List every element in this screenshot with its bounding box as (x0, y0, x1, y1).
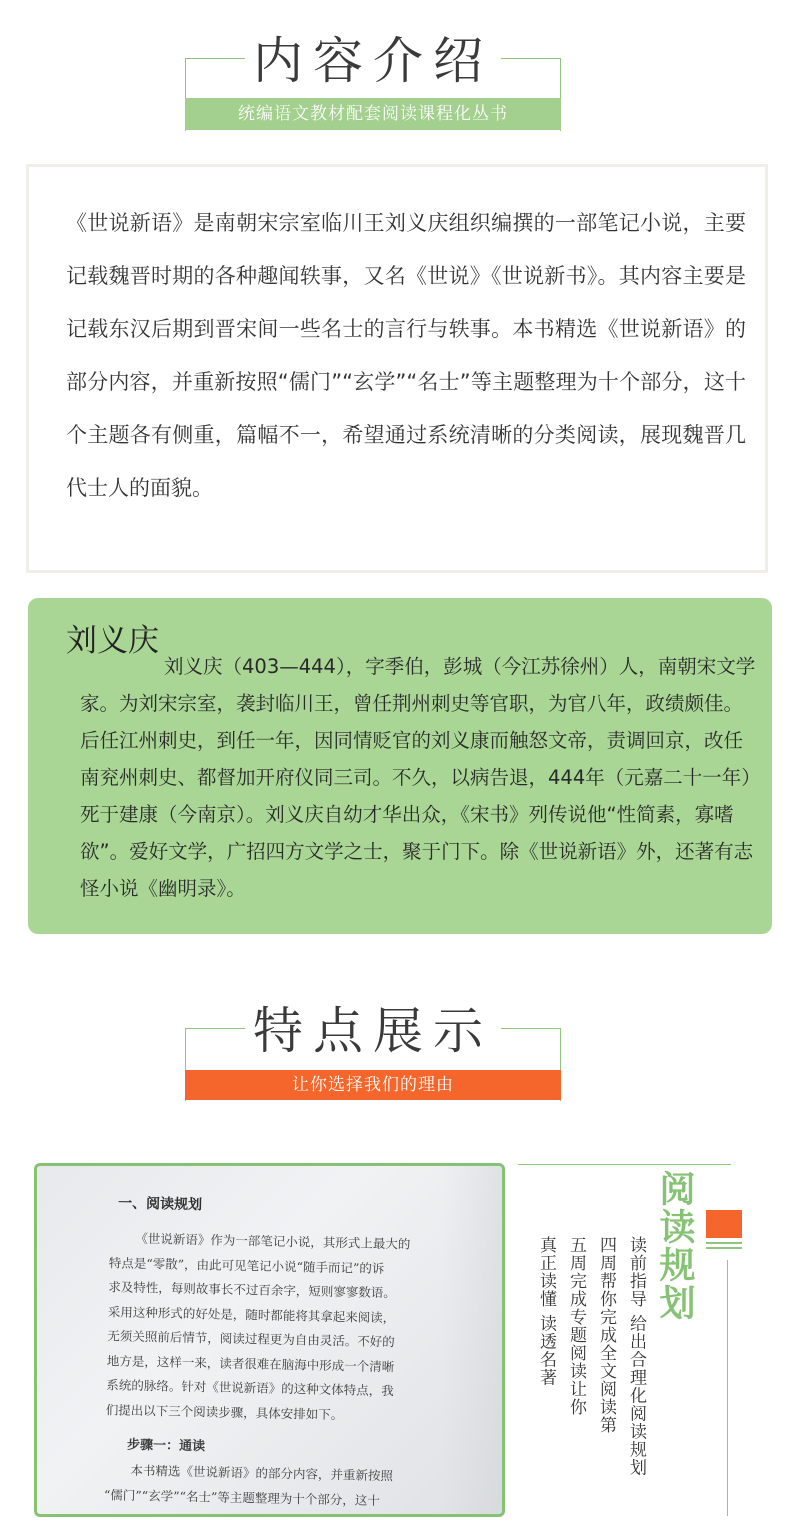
book-page-line: 特点是“零散”，由此可见笔记小说“随手而记”的诉 (108, 1254, 385, 1276)
book-page-line: “儒门”“玄学”“名士”等主题整理为十个部分，这十 (103, 1486, 380, 1508)
book-page-photo (34, 1163, 505, 1517)
book-page-line: 本书精选《世说新语》的部分内容，并重新按照 (130, 1462, 394, 1484)
intro-paragraph: 《世说新语》是南朝宋宗室临川王刘义庆组织编撰的一部笔记小说，主要记载魏晋时期的各种趣闻轶事，又名《世说》《世说新书》。其内容主要是记载东汉后期到晋宋间一些名士的言行与轶事。本书精选《世说新语》的部分内容，并重新按照“儒门”“玄学”“名士”等主题整理为十个部分，这十个主题各有侧重，篇幅不一，希望通过系统清晰的分类阅读，展现魏晋几代士人的面貌。 (66, 211, 746, 500)
author-name: 刘义庆 (66, 623, 159, 659)
page-shadow (442, 1166, 502, 1514)
divider-line (518, 1164, 731, 1165)
book-page-line: 系统的脉络。针对《世说新语》的这种文体特点，我 (106, 1377, 394, 1399)
features-section-title: 特点展示 (245, 996, 501, 1066)
book-page-line: 求及特性，每则故事长不过百余字，短则寥寥数语。 (108, 1279, 396, 1301)
accent-line (706, 1247, 742, 1249)
divider-line (727, 1260, 728, 1516)
accent-line (706, 1242, 742, 1244)
feature-column-3: 五周完成专题阅读让你 (566, 1236, 586, 1416)
book-page-line: 《世说新语》作为一部笔记小说，其形式上最大的 (135, 1230, 411, 1252)
book-page-line: 无须关照前后情节，阅读过程更为自由灵活。不好的 (107, 1328, 395, 1350)
feature-column-2: 四周帮你完成全文阅读第 (596, 1236, 616, 1434)
book-page-text (104, 1192, 471, 1514)
book-page-line: 地方是，这样一来，读者很难在脑海中形成一个清晰 (106, 1352, 395, 1374)
book-page-heading: 一、阅读规划 (117, 1195, 203, 1214)
feature-column-1: 读前指导 给出合理化阅读规划 (626, 1236, 646, 1477)
intro-section-subtitle: 统编语文教材配套阅读课程化丛书 (185, 98, 561, 130)
intro-section-title: 内容介绍 (245, 26, 501, 96)
book-page-line: 采用这种形式的好处是，随时都能将其拿起来阅读， (107, 1303, 396, 1325)
author-box (28, 598, 772, 934)
book-page-line: 们提出以下三个阅读步骤，具体安排如下。 (105, 1401, 344, 1422)
feature-title: 阅读规划 (654, 1170, 695, 1322)
book-page-step-heading: 步骤一：通读 (126, 1437, 206, 1455)
feature-column-4: 真正读懂 读透名著 (536, 1236, 556, 1387)
features-section-subtitle: 让你选择我们的理由 (185, 1070, 561, 1100)
author-bio: 刘义庆（403—444），字季伯，彭城（今江苏徐州）人，南朝宋文学家。为刘宋宗室，袭封临川王，曾任荆州刺史等官职，为官八年，政绩颇佳。后任江州刺史，到任一年，因同情贬官的刘义康而触怒文帝，责调回京，改任南兖州刺史、都督加开府仪同三司。不久，以病告退，444年（元嘉二十一年）死于建康（今南京）。刘义庆自幼才华出众，《宋书》列传说他“性简素，寡嗜欲”。爱好文学，广招四方文学之士，聚于门下。除《世说新语》外，还著有志怪小说《幽明录》。 (80, 655, 756, 900)
intro-box (26, 164, 768, 573)
orange-accent-block (706, 1210, 742, 1238)
